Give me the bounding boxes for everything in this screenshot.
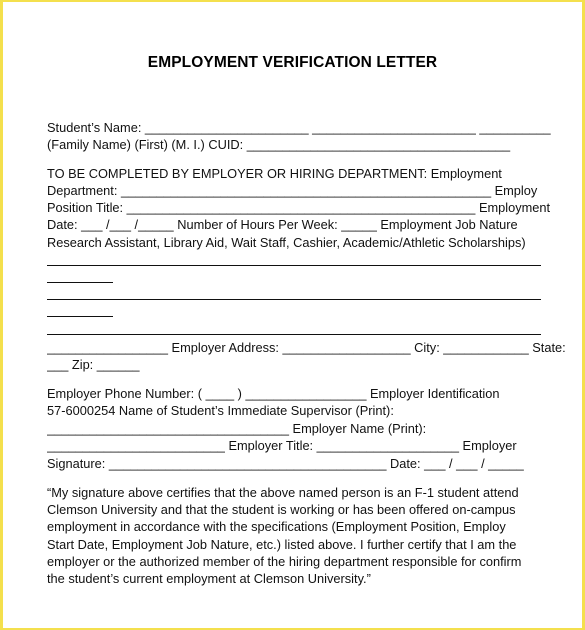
- employer-instruction-line: TO BE COMPLETED BY EMPLOYER OR HIRING DEPARTMENT: Employment: [47, 166, 502, 181]
- certification-line-4: Start Date, Employment Job Nature, etc.) listed above. I further certify that I am the: [47, 537, 517, 552]
- employer-name-line: __________________________________ Employer Name (Print):: [47, 421, 427, 436]
- job-nature-examples-line: Research Assistant, Library Aid, Wait Staff, Cashier, Academic/Athletic Scholarships): [47, 235, 526, 250]
- blank-rule-1: [47, 265, 541, 266]
- supervisor-name-line: 57-6000254 Name of Student’s Immediate Supervisor (Print):: [47, 403, 394, 418]
- letter-title: EMPLOYMENT VERIFICATION LETTER: [147, 54, 438, 71]
- employer-title-line: _________________________ Employer Title: ____________________ Employer: [47, 438, 517, 453]
- employer-phone-line: Employer Phone Number: ( ____ ) _________________ Employer Identification: [47, 386, 500, 401]
- certification-line-6: the student’s current employment at Clemson University.”: [47, 571, 371, 586]
- letter-page: [3, 2, 582, 628]
- certification-line-1: “My signature above certifies that the above named person is an F-1 student attend: [47, 485, 519, 500]
- blank-rule-2: [47, 299, 541, 300]
- blank-rule-3: [47, 334, 541, 335]
- date-hours-line: Date: ___ /___ /_____ Number of Hours Per Week: _____ Employment Job Nature: [47, 217, 518, 232]
- department-line: Department: ____________________________________________________ Employ: [47, 183, 538, 198]
- student-name-line: Student’s Name: _______________________ _______________________ __________: [47, 120, 551, 135]
- zip-line: ___ Zip: ______: [47, 357, 140, 372]
- student-id-line: (Family Name) (First) (M. I.) CUID: _____________________________________: [47, 137, 511, 152]
- certification-line-5: employer or the authorized member of the hiring department responsible for confirm: [47, 554, 522, 569]
- employer-address-line: _________________ Employer Address: __________________ City: ____________ State:: [47, 340, 566, 355]
- blank-short-rule-1: [47, 282, 113, 283]
- position-title-line: Position Title: _________________________________________________ Employment: [47, 200, 551, 215]
- blank-short-rule-2: [47, 316, 113, 317]
- certification-line-2: Clemson University and that the student is working or has been offered on-campus: [47, 502, 516, 517]
- certification-line-3: employment in accordance with the specifications (Employment Position, Employ: [47, 519, 506, 534]
- signature-date-line: Signature: _______________________________________ Date: ___ / ___ / _____: [47, 456, 524, 471]
